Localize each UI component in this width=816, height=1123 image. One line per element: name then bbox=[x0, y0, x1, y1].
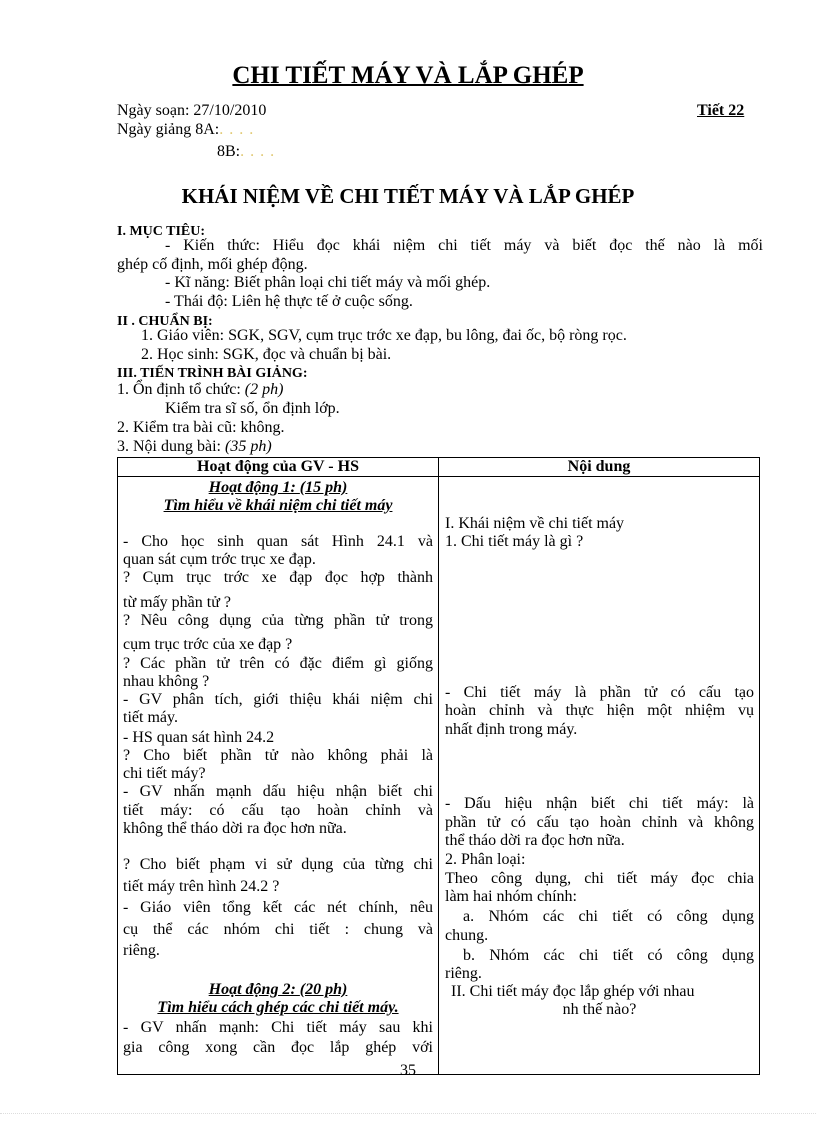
activities-line: gia công xong cần đọc lắp ghép với bbox=[123, 1039, 433, 1056]
content-line: b. Nhóm các chi tiết có công dụng bbox=[463, 947, 754, 964]
content-line: riêng. bbox=[445, 965, 482, 982]
content-line: 1. Chi tiết máy là gì ? bbox=[445, 533, 584, 550]
activities-line: nhau không ? bbox=[123, 673, 210, 690]
activities-line: - GV phân tích, giới thiệu khái niệm chi bbox=[123, 691, 433, 708]
prepared-date: Ngày soạn: 27/10/2010 bbox=[117, 102, 267, 119]
activities-cell bbox=[118, 477, 439, 1075]
process-heading: III. TIẾN TRÌNH BÀI GIẢNG: bbox=[117, 366, 308, 381]
objective-attitude: - Thái độ: Liên hệ thực tế ở cuộc sống. bbox=[165, 293, 413, 310]
activities-line: - Cho học sinh quan sát Hình 24.1 và bbox=[123, 533, 433, 550]
lesson-number: Tiết 22 bbox=[697, 102, 745, 119]
activities-line: tiết máy trên hình 24.2 ? bbox=[123, 878, 280, 895]
activities-line: ? Cụm trục trớc xe đạp đọc hợp thành bbox=[123, 569, 433, 586]
lesson-subtitle: KHÁI NIỆM VỀ CHI TIẾT MÁY VÀ LẮP GHÉP bbox=[181, 184, 635, 208]
objective-knowledge-line1: - Kiến thức: Hiểu đọc khái niệm chi tiết máy và biết đọc thế nào là mối bbox=[165, 237, 763, 254]
content-line: thể tháo dời ra đọc hơn nữa. bbox=[445, 832, 625, 849]
activities-line: ? Các phần tử trên có đặc điểm gì giống bbox=[123, 655, 433, 672]
content-line: làm hai nhóm chính: bbox=[445, 888, 577, 905]
activities-line: chi tiết máy? bbox=[123, 765, 206, 782]
activity1-subtitle: Tìm hiểu về khái niệm chi tiết máy bbox=[163, 497, 393, 514]
activities-line: tiết máy. bbox=[123, 709, 178, 726]
content-line: nh thế nào? bbox=[562, 1001, 637, 1018]
activities-line: cụm trục trớc của xe đạp ? bbox=[123, 636, 293, 653]
activities-line: - HS quan sát hình 24.2 bbox=[123, 729, 275, 746]
activities-line: ? Nêu công dụng của từng phần tử trong bbox=[123, 612, 433, 629]
content-line: chung. bbox=[445, 927, 489, 944]
page-number: 35 bbox=[400, 1062, 416, 1079]
content-cell bbox=[439, 477, 760, 1075]
activities-line: - Giáo viên tổng kết các nét chính, nêu bbox=[123, 899, 433, 916]
activity1-title: Hoạt động 1: (15 ph) bbox=[208, 479, 348, 496]
activity2-subtitle: Tìm hiểu cách ghép các chi tiết máy. bbox=[157, 999, 399, 1016]
col-content-header: Nội dung bbox=[439, 458, 760, 477]
activity2-title: Hoạt động 2: (20 ph) bbox=[208, 981, 348, 998]
document-title: CHI TIẾT MÁY VÀ LẮP GHÉP bbox=[232, 62, 584, 89]
process-step1-detail: Kiểm tra sĩ số, ổn định lớp. bbox=[165, 400, 340, 417]
activities-line: từ mấy phần tử ? bbox=[123, 594, 231, 611]
content-line: - Dấu hiệu nhận biết chi tiết máy: là bbox=[445, 795, 754, 812]
activities-line: riêng. bbox=[123, 942, 160, 959]
content-line: I. Khái niệm về chi tiết máy bbox=[445, 515, 625, 532]
content-line: phần tử có cấu tạo hoàn chỉnh và không bbox=[445, 814, 754, 831]
content-line: Theo công dụng, chi tiết máy đọc chia bbox=[445, 870, 754, 887]
activities-line: cụ thể các nhóm chi tiết : chung và bbox=[123, 921, 433, 938]
process-step3: 3. Nội dung bài: (35 ph) bbox=[117, 438, 272, 455]
content-line: II. Chi tiết máy đọc lắp ghép với nhau bbox=[451, 983, 695, 1000]
objectives-heading: I. MỤC TIÊU: bbox=[117, 224, 206, 239]
process-step1: 1. Ổn định tổ chức: (2 ph) bbox=[117, 381, 284, 398]
col-activities-header: Hoạt động của GV - HS bbox=[118, 458, 439, 477]
content-line: 2. Phân loại: bbox=[445, 851, 526, 868]
activities-line: quan sát cụm trớc trục xe đạp. bbox=[123, 551, 316, 568]
activities-line: không thể tháo dời ra đọc hơn nữa. bbox=[123, 820, 347, 837]
page-bottom-divider bbox=[0, 1113, 816, 1114]
lesson-table bbox=[117, 457, 760, 1075]
preparation-heading: II . CHUẨN BỊ: bbox=[117, 314, 213, 329]
content-line: hoàn chỉnh và thực hiện một nhiệm vụ bbox=[445, 702, 754, 719]
activities-line: - GV nhấn mạnh dấu hiệu nhận biết chi bbox=[123, 783, 433, 800]
objective-skill: - Kĩ năng: Biết phân loại chi tiết máy và mối ghép. bbox=[165, 274, 491, 291]
content-line: - Chi tiết máy là phần tử có cấu tạo bbox=[445, 684, 754, 701]
preparation-student: 2. Học sinh: SGK, đọc và chuẩn bị bài. bbox=[141, 346, 392, 363]
content-line: nhất định trong máy. bbox=[445, 721, 578, 738]
activities-line: - GV nhấn mạnh: Chi tiết máy sau khi bbox=[123, 1019, 433, 1036]
process-step2: 2. Kiểm tra bài cũ: không. bbox=[117, 419, 285, 436]
teaching-date-8b: 8B:. . . . bbox=[217, 143, 276, 160]
objective-knowledge-line2: ghép cố định, mối ghép động. bbox=[117, 256, 308, 273]
activities-line: ? Cho biết phần tử nào không phải là bbox=[123, 747, 433, 764]
content-line: a. Nhóm các chi tiết có công dụng bbox=[463, 908, 754, 925]
preparation-teacher: 1. Giáo viên: SGK, SGV, cụm trục trớc xe đạp, bu lông, đai ốc, bộ ròng rọc. bbox=[141, 327, 627, 344]
activities-line: ? Cho biết phạm vi sử dụng của từng chi bbox=[123, 856, 433, 873]
teaching-date-8a: Ngày giảng 8A:. . . . bbox=[117, 121, 255, 138]
activities-line: tiết máy: có cấu tạo hoàn chỉnh và bbox=[123, 802, 433, 819]
